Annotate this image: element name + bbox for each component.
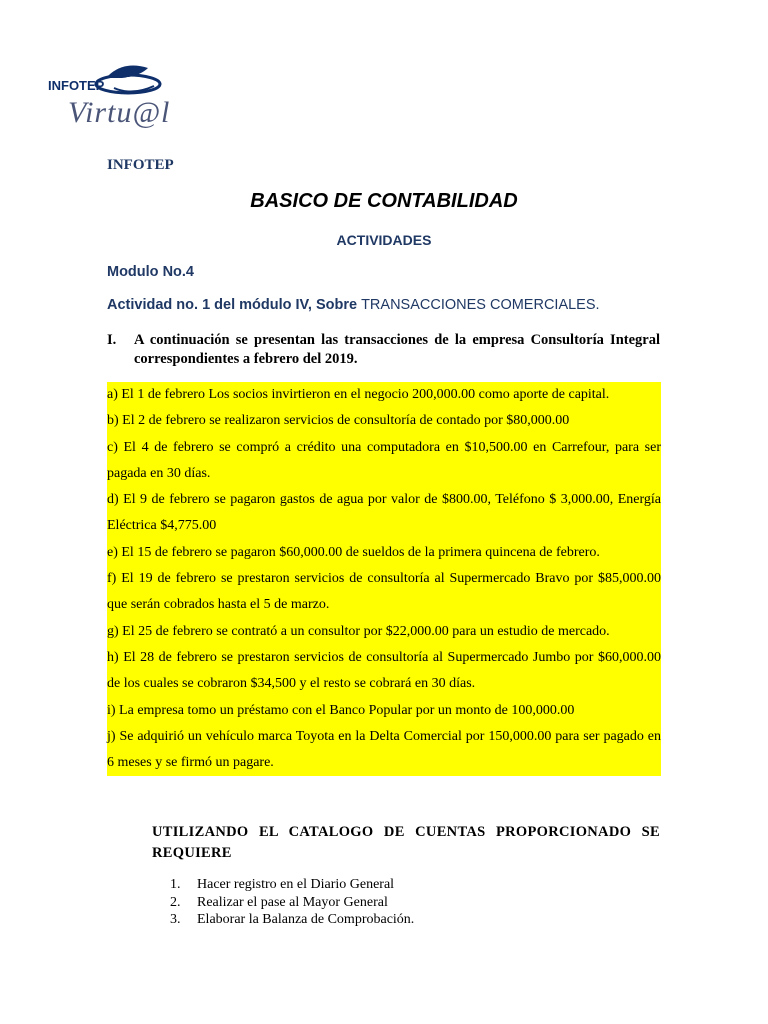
step-text: Realizar el pase al Mayor General: [197, 894, 388, 910]
document-subtitle: ACTIVIDADES: [336, 232, 432, 248]
list-item: [170, 911, 414, 929]
module-heading: Modulo No.4: [107, 264, 194, 280]
step-number: 3.: [170, 912, 181, 927]
logo-wordmark: INFOTEP: [48, 78, 105, 93]
section-intro: [107, 331, 660, 369]
activity-prefix: Actividad no. 1 del módulo IV, Sobre: [107, 297, 362, 313]
organization-name: INFOTEP: [107, 157, 174, 173]
activity-heading: [107, 297, 600, 313]
step-number: 1.: [170, 877, 181, 892]
requirement-heading: UTILIZANDO EL CATALOGO DE CUENTAS PROPORCIONADO SE REQUIERE: [152, 824, 660, 861]
transaction-item: f) El 19 de febrero se prestaron servicios de consultoría al Supermercado Bravo por $85,000.00 que serán cobrados hasta el 5 de marzo.: [107, 566, 661, 619]
section-number: I.: [107, 332, 117, 348]
step-number: 2.: [170, 894, 181, 910]
transaction-item: c) El 4 de febrero se compró a crédito una computadora en $10,500.00 en Carrefour, para ser pagada en 30 días.: [107, 435, 661, 488]
transaction-item: j) Se adquirió un vehículo marca Toyota en la Delta Comercial por 150,000.00 para ser pagado en 6 meses y se firmó un pagare.: [107, 724, 661, 777]
transaction-item: b) El 2 de febrero se realizaron servicios de consultoría de contado por $80,000.00: [107, 408, 661, 434]
transaction-item: e) El 15 de febrero se pagaron $60,000.00 de sueldos de la primera quincena de febrero.: [107, 540, 661, 566]
step-text: Elaborar la Balanza de Comprobación.: [197, 912, 415, 927]
section-intro-text: A continuación se presentan las transacciones de la empresa Consultoría Integral correspondientes a febrero del 2019.: [134, 332, 660, 367]
requirement-steps: [170, 876, 414, 929]
transaction-item: i) La empresa tomo un préstamo con el Banco Popular por un monto de 100,000.00: [107, 698, 661, 724]
activity-topic: TRANSACCIONES COMERCIALES.: [361, 297, 600, 313]
list-item: [170, 876, 414, 894]
transaction-item: d) El 9 de febrero se pagaron gastos de agua por valor de $800.00, Teléfono $ 3,000.00, Energía Eléctrica $4,775.00: [107, 487, 661, 540]
step-text: Hacer registro en el Diario General: [197, 877, 395, 892]
document-title: BASICO DE CONTABILIDAD: [250, 190, 518, 212]
list-item: [170, 894, 414, 912]
transaction-item: a) El 1 de febrero Los socios invirtieron en el negocio 200,000.00 como aporte de capital.: [107, 382, 661, 408]
transaction-item: h) El 28 de febrero se prestaron servicios de consultoría al Supermercado Jumbo por $60,000.00 de los cuales se cobraron $34,500 y el resto se cobrará en 30 días.: [107, 645, 661, 698]
logo-script-text: Virtu@l: [68, 96, 171, 129]
transaction-item: g) El 25 de febrero se contrató a un consultor por $22,000.00 para un estudio de mercado.: [107, 619, 661, 645]
transactions-list: [107, 382, 661, 776]
